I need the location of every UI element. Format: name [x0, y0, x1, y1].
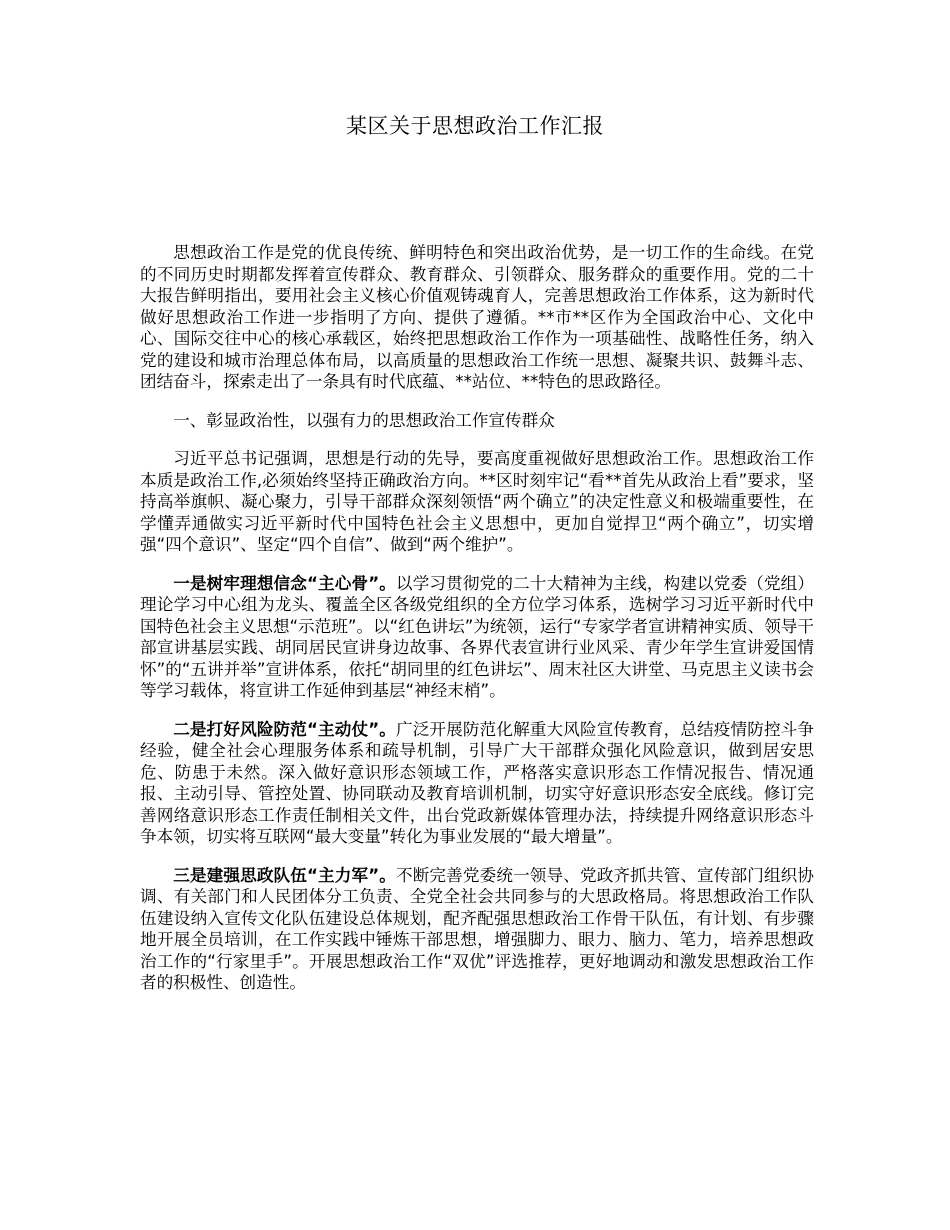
point-one-text: 以学习贯彻党的二十大精神为主线，构建以党委（党组）理论学习中心组为龙头、覆盖全区各级党组织的全方位学习体系，选树学习习近平新时代中国特色社会主义思想“示范班”。以“红色讲坛”为统领，运行“专家学者宣讲精神实质、领导干部宣讲基层实践、胡同居民宣讲身边故事、各界代表宣讲行业风采、青少年学生宣讲爱国情怀”的“五讲并举”宣讲体系，依托“胡同里的红色讲坛”、周末社区大讲堂、马克思主义读书会等学习载体，将宣讲工作延伸到基层“神经末梢”。 — [140, 573, 815, 700]
point-three-paragraph — [140, 865, 814, 994]
point-two-text: 广泛开展防范化解重大风险宣传教育，总结疫情防控斗争经验，健全社会心理服务体系和疏导机制，引导广大干部群众强化风险意识，做到居安思危、防患于未然。深入做好意识形态领域工作，严格落实意识形态工作情况报告、情况通报、主动引导、管控处置、协同联动及教育培训机制，切实守好意识形态安全底线。修订完善网络意识形态工作责任制相关文件，出台党政新媒体管理办法，持续提升网络意识形态斗争本领，切实将互联网“最大变量”转化为事业发展的“最大增量”。 — [140, 719, 815, 846]
point-two-lead: 二是打好风险防范“主动仗”。 — [173, 719, 396, 739]
point-three-lead: 三是建强思政队伍“主力军”。 — [173, 865, 396, 885]
intro-paragraph-text: 思想政治工作是党的优良传统、鲜明特色和突出政治优势，是一切工作的生命线。在党的不同历史时期都发挥着宣传群众、教育群众、引领群众、服务群众的重要作用。党的二十大报告鲜明指出，要用社会主义核心价值观铸魂育人，完善思想政治工作体系，这为新时代做好思想政治工作进一步指明了方向、提供了遵循。**市**区作为全国政治中心、文化中心、国际交往中心的核心承载区，始终把思想政治工作作为一项基础性、战略性任务，纳入党的建设和城市治理总体布局，以高质量的思想政治工作统一思想、凝聚共识、鼓舞斗志、团结奋斗，探索走出了一条具有时代底蕴、**站位、**特色的思政路径。 — [140, 243, 814, 391]
point-three-text: 不断完善党委统一领导、党政齐抓共管、宣传部门组织协调、有关部门和人民团体分工负责、全党全社会共同参与的大思政格局。将思想政治工作队伍建设纳入宣传文化队伍建设总体规划，配齐配强思想政治工作骨干队伍，有计划、有步骤地开展全员培训，在工作实践中锤炼干部思想，增强脚力、眼力、脑力、笔力，培养思想政治工作的“行家里手”。开展思想政治工作“双优”评选推荐，更好地调动和激发思想政治工作者的积极性、创造性。 — [140, 865, 815, 992]
intro-paragraph — [140, 242, 814, 393]
point-two-paragraph — [140, 719, 814, 848]
section-intro-text: 习近平总书记强调，思想是行动的先导，要高度重视做好思想政治工作。思想政治工作本质是政治工作,必须始终坚持正确政治方向。**区时刻牢记“看**首先从政治上看”要求，坚持高举旗帜、凝心聚力，引导干部群众深刻领悟“两个确立”的决定性意义和极端重要性，在学懂弄通做实习近平新时代中国特色社会主义思想中，更加自觉捍卫“两个确立”，切实增强“四个意识”、坚定“四个自信”、做到“两个维护”。 — [140, 449, 814, 554]
section-intro-paragraph — [140, 448, 814, 556]
point-one-paragraph — [140, 573, 814, 702]
point-one-lead: 一是树牢理想信念“主心骨”。 — [173, 573, 396, 593]
section-heading-text: 一、彰显政治性，以强有力的思想政治工作宣传群众 — [173, 410, 555, 430]
document-title: 某区关于思想政治工作汇报 — [346, 114, 604, 138]
document-body — [140, 242, 814, 1011]
section-heading — [140, 410, 814, 432]
